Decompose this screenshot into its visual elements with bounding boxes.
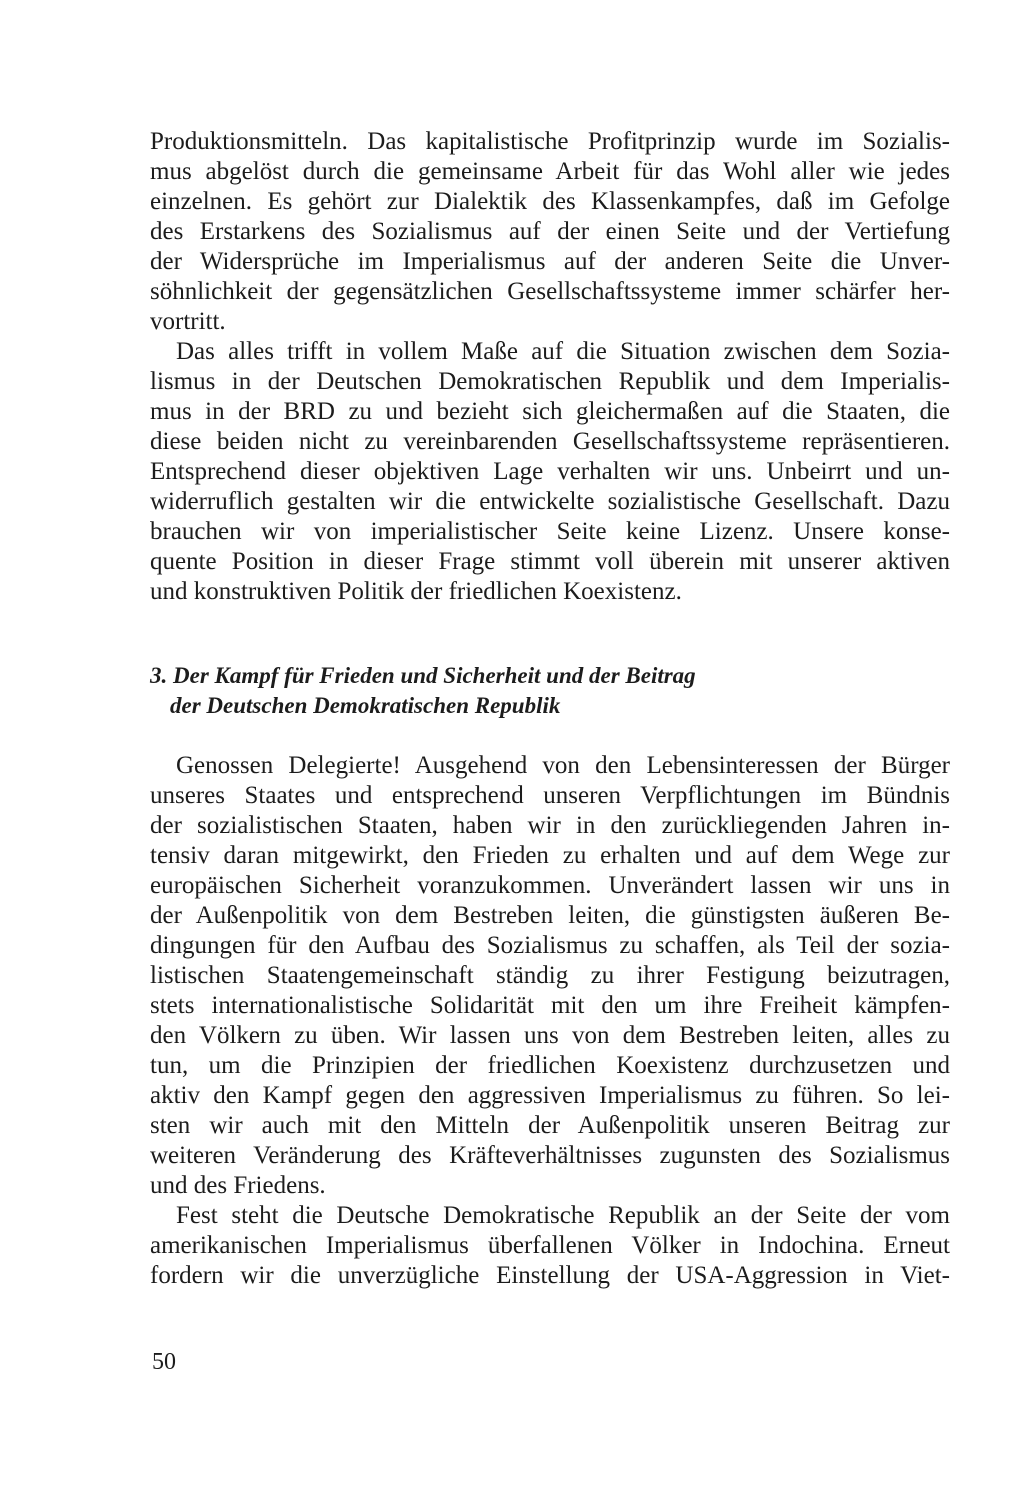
text-line: lismus in der Deutschen Demokratischen Republik und dem Imperialis- [150, 368, 950, 395]
text-line: Fest steht die Deutsche Demokratische Republik an der Seite der vom [176, 1202, 950, 1229]
section-spacer [150, 607, 950, 661]
text-line: Produktionsmitteln. Das kapitalistische Profitprinzip wurde im Sozialis- [150, 128, 950, 155]
heading-spacer [150, 721, 950, 751]
text-line: aktiv den Kampf gegen den aggressiven Imperialismus zu führen. So lei- [150, 1082, 950, 1109]
paragraph [150, 127, 950, 337]
section-heading-line: 3. Der Kampf für Frieden und Sicherheit und der Beitrag [150, 663, 696, 688]
text-line: der Widersprüche im Imperialismus auf der anderen Seite die Unver- [150, 248, 950, 275]
text-line: dingungen für den Aufbau des Sozialismus zu schaffen, als Teil der sozia- [150, 932, 950, 959]
text-line: amerikanischen Imperialismus überfallenen Völker in Indochina. Erneut [150, 1232, 950, 1259]
text-line: und konstruktiven Politik der friedlichen Koexistenz. [150, 578, 682, 605]
text-line: Entsprechend dieser objektiven Lage verhalten wir uns. Unbeirrt und un- [150, 458, 950, 485]
text-line: europäischen Sicherheit voranzukommen. Unverändert lassen wir uns in [150, 872, 950, 899]
text-line: den Völkern zu üben. Wir lassen uns von dem Bestreben leiten, alles zu [150, 1022, 950, 1049]
page-body [150, 127, 950, 1291]
text-line: der Außenpolitik von dem Bestreben leiten, die günstigsten äußeren Be- [150, 902, 950, 929]
text-line: einzelnen. Es gehört zur Dialektik des Klassenkampfes, daß im Gefolge [150, 188, 950, 215]
text-line: stets internationalistische Solidarität mit den um ihre Freiheit kämpfen- [150, 992, 950, 1019]
text-line: Das alles trifft in vollem Maße auf die Situation zwischen dem Sozia- [176, 338, 950, 365]
text-line: weiteren Veränderung des Kräfteverhältnisses zugunsten des Sozialismus [150, 1142, 950, 1169]
text-line: quente Position in dieser Frage stimmt voll überein mit unserer aktiven [150, 548, 950, 575]
paragraph [150, 337, 950, 607]
text-line: tun, um die Prinzipien der friedlichen Koexistenz durchzusetzen und [150, 1052, 950, 1079]
text-line: tensiv daran mitgewirkt, den Frieden zu erhalten und auf dem Wege zur [150, 842, 950, 869]
text-line: mus in der BRD zu und bezieht sich gleichermaßen auf die Staaten, die [150, 398, 950, 425]
text-line: sten wir auch mit den Mitteln der Außenpolitik unseren Beitrag zur [150, 1112, 950, 1139]
text-line: unseres Staates und entsprechend unseren Verpflichtungen im Bündnis [150, 782, 950, 809]
text-line: der sozialistischen Staaten, haben wir in den zurückliegenden Jahren in- [150, 812, 950, 839]
text-line: vortritt. [150, 308, 226, 335]
paragraph [150, 1201, 950, 1291]
text-line: fordern wir die unverzügliche Einstellung der USA-Aggression in Viet- [150, 1262, 950, 1289]
text-line: widerruflich gestalten wir die entwickelte sozialistische Gesellschaft. Dazu [150, 488, 950, 515]
section-heading [150, 661, 950, 721]
text-line: brauchen wir von imperialistischer Seite keine Lizenz. Unsere konse- [150, 518, 950, 545]
text-line: und des Friedens. [150, 1172, 326, 1199]
paragraph [150, 751, 950, 1201]
text-line: des Erstarkens des Sozialismus auf der einen Seite und der Vertiefung [150, 218, 950, 245]
text-line: diese beiden nicht zu vereinbarenden Gesellschaftssysteme repräsentieren. [150, 428, 950, 455]
text-line: mus abgelöst durch die gemeinsame Arbeit für das Wohl aller wie jedes [150, 158, 950, 185]
page-number: 50 [152, 1349, 176, 1375]
section-heading-line: der Deutschen Demokratischen Republik [170, 693, 561, 718]
text-line: listischen Staatengemeinschaft ständig zu ihrer Festigung beizutragen, [150, 962, 950, 989]
text-line: Genossen Delegierte! Ausgehend von den Lebensinteressen der Bürger [176, 752, 950, 779]
text-line: söhnlichkeit der gegensätzlichen Gesellschaftssysteme immer schärfer her- [150, 278, 950, 305]
